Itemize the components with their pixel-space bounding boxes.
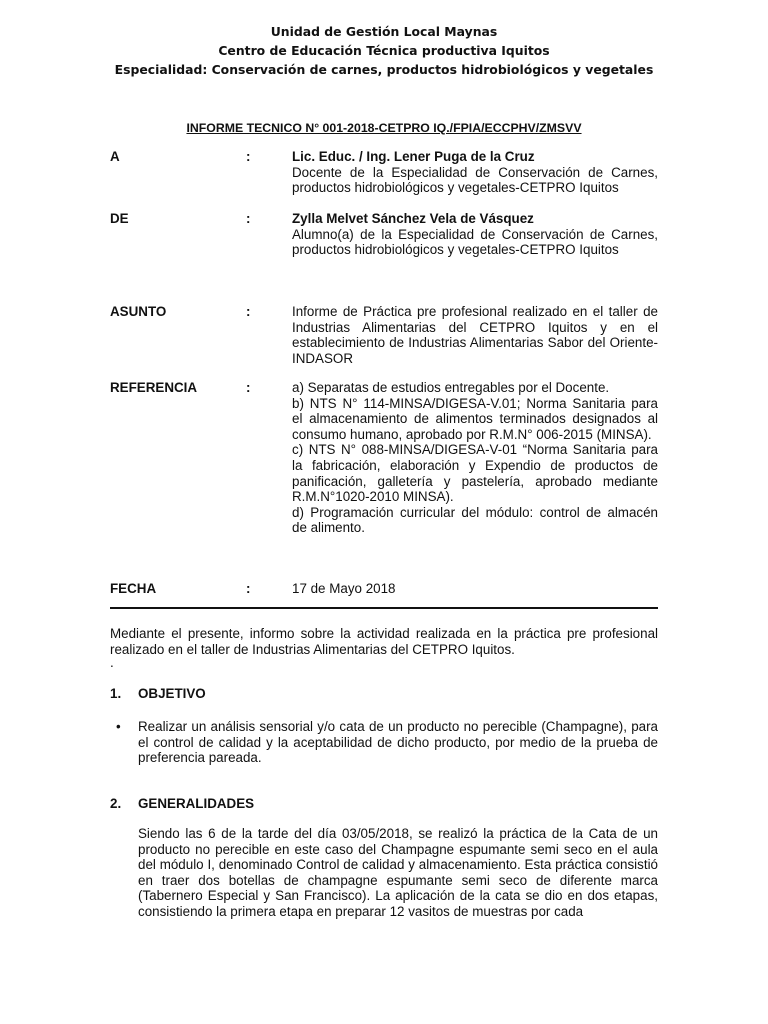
section-title-objetivo bbox=[110, 686, 206, 701]
field-referencia-value bbox=[292, 380, 658, 536]
recipient-detail: Docente de la Especialidad de Conservación de Carnes, productos hidrobiológicos y vegetales-CETPRO Iquitos bbox=[292, 164, 658, 196]
field-asunto-label: ASUNTO bbox=[110, 304, 167, 319]
document-header bbox=[60, 22, 708, 79]
reference-item: b) NTS N° 114-MINSA/DIGESA-V.01; Norma Sanitaria para el almacenamiento de alimentos terminados designados al consumo humano, aprobado por R.M.N° 006-2015 (MINSA). bbox=[292, 395, 658, 442]
field-a-value bbox=[292, 149, 658, 196]
recipient-name: Lic. Educ. / Ing. Lener Puga de la Cruz bbox=[292, 149, 535, 164]
section-title-generalidades bbox=[110, 796, 254, 811]
sender-detail: Alumno(a) de la Especialidad de Conservación de Carnes, productos hidrobiológicos y vegetales-CETPRO Iquitos bbox=[292, 226, 658, 258]
generalidades-paragraph: Siendo las 6 de la tarde del día 03/05/2018, se realizó la práctica de la Cata de un producto no perecible en este caso del Champagne espumante semi seco en el aula del módulo I, denominado Control de calidad y almacenamiento. Esta práctica consistió en traer dos botellas de champagne espumante semi seco de diferente marca (Tabernero Especial y San Francisco). La aplicación de la cata se dio en dos etapas, consistiendo la primera etapa en preparar 12 vasitos de muestras por cada bbox=[138, 826, 658, 919]
field-referencia-label: REFERENCIA bbox=[110, 380, 198, 395]
field-de-label: DE bbox=[110, 211, 129, 226]
subject-text: Informe de Práctica pre profesional realizado en el taller de Industrias Alimentarias del CETPRO Iquitos y en el establecimiento de Industrias Alimentarias Sabor del Oriente-INDASOR bbox=[292, 304, 658, 366]
sender-name: Zylla Melvet Sánchez Vela de Vásquez bbox=[292, 211, 534, 226]
header-line-centro: Centro de Educación Técnica productiva Iquitos bbox=[218, 43, 550, 58]
report-title: INFORME TECNICO N° 001-2018-CETPRO IQ./FPIA/ECCPHV/ZMSVV bbox=[186, 121, 582, 135]
header-line-especialidad: Especialidad: Conservación de carnes, productos hidrobiológicos y vegetales bbox=[114, 62, 654, 77]
header-divider bbox=[110, 607, 658, 609]
section-number: 2. bbox=[110, 796, 122, 811]
reference-item: c) NTS N° 088-MINSA/DIGESA-V-01 “Norma Sanitaria para la fabricación, elaboración y Expendio de productos de panificación, galletería y pastelería, aprobado mediante R.M.N°1020-2010 MINSA). bbox=[292, 442, 658, 505]
field-fecha-value bbox=[292, 581, 658, 597]
section-number: 1. bbox=[110, 686, 122, 701]
intro-text: Mediante el presente, informo sobre la actividad realizada en la práctica pre profesional realizado en el taller de Industrias Alimentarias del CETPRO Iquitos. bbox=[110, 626, 658, 657]
section-heading: OBJETIVO bbox=[138, 686, 206, 701]
field-fecha-colon: : bbox=[246, 581, 251, 596]
reference-item: a) Separatas de estudios entregables por el Docente. bbox=[292, 380, 610, 395]
section-heading: GENERALIDADES bbox=[138, 796, 255, 811]
field-asunto-value bbox=[292, 304, 658, 366]
date-text: 17 de Mayo 2018 bbox=[292, 581, 396, 596]
field-de-colon: : bbox=[246, 211, 251, 226]
header-line-unidad: Unidad de Gestión Local Maynas bbox=[270, 24, 498, 39]
field-fecha-label: FECHA bbox=[110, 581, 157, 596]
intro-paragraph bbox=[110, 626, 658, 669]
field-asunto-colon: : bbox=[246, 304, 251, 319]
field-de-value bbox=[292, 211, 658, 258]
field-a-label: A bbox=[110, 149, 120, 164]
stray-period: . bbox=[110, 655, 114, 671]
bullet-icon: • bbox=[116, 719, 121, 734]
field-a-colon: : bbox=[246, 149, 251, 164]
field-referencia-colon: : bbox=[246, 380, 251, 395]
objective-text: Realizar un análisis sensorial y/o cata de un producto no perecible (Champagne), para el control de calidad y la aceptabilidad de dicho producto, por medio de la prueba de preferencia pareada. bbox=[138, 719, 658, 766]
reference-item: d) Programación curricular del módulo: control de almacén de alimento. bbox=[292, 504, 658, 536]
